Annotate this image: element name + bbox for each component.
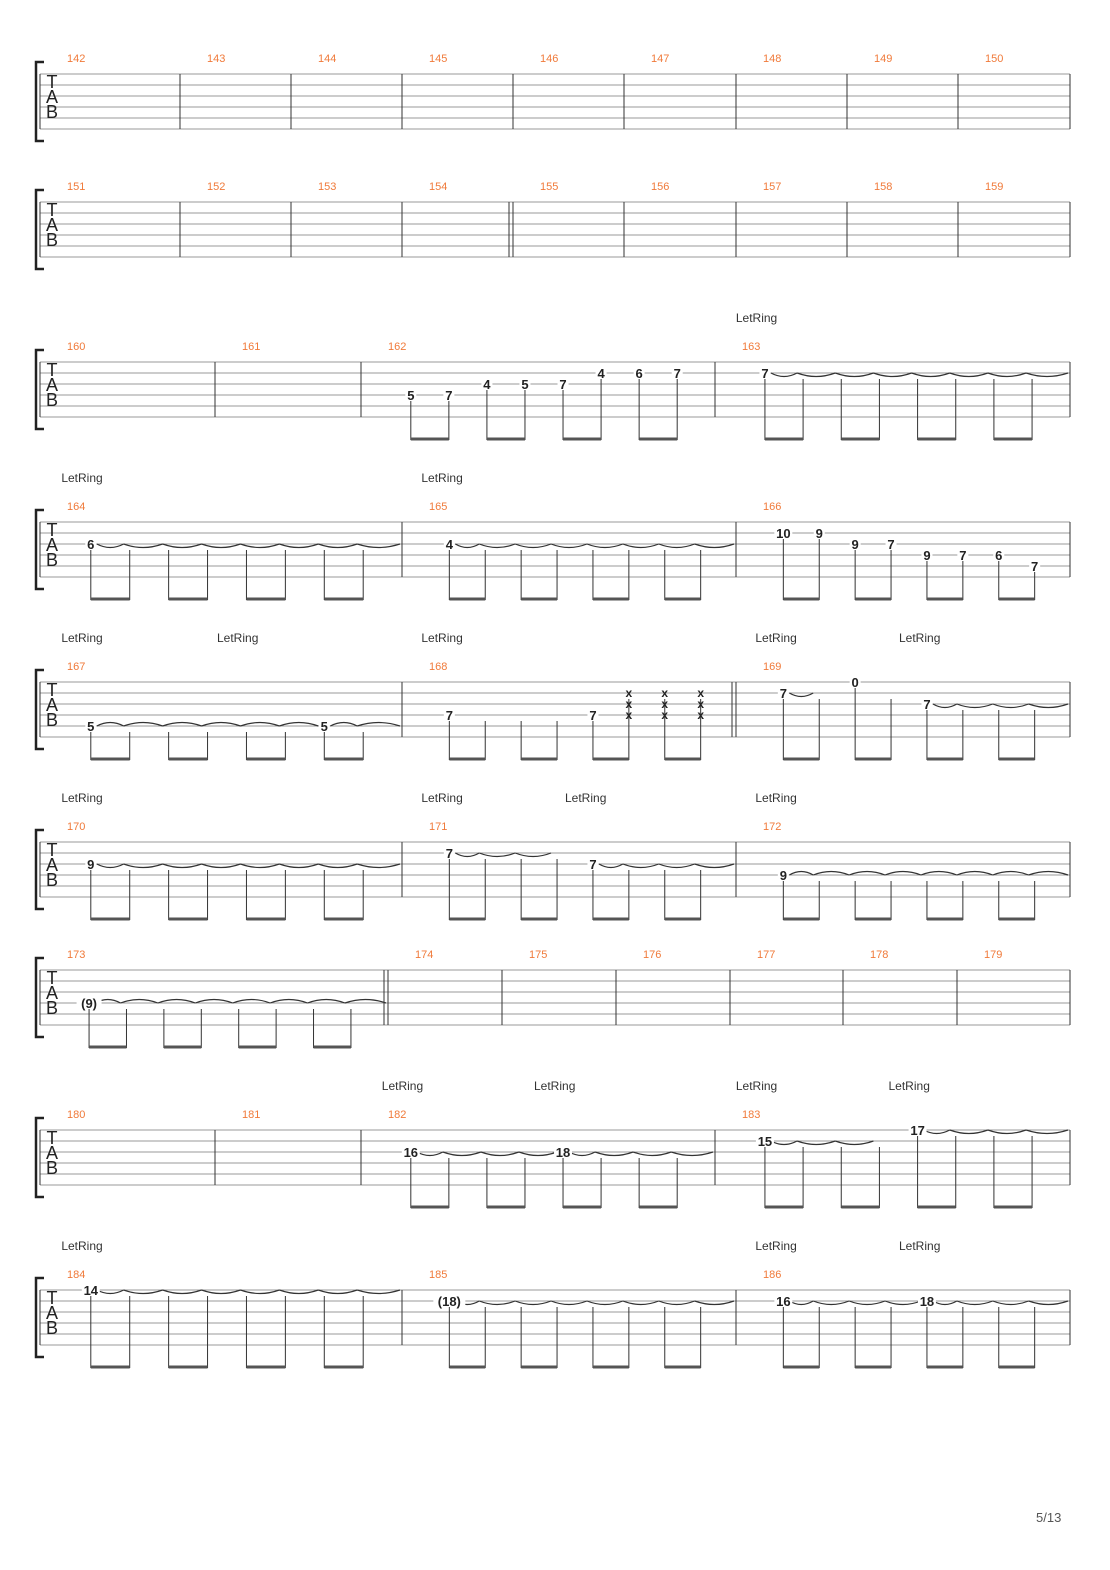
- fret-number: 6: [87, 537, 95, 552]
- tab-clef-letter: T: [46, 1288, 58, 1308]
- tab-clef-letter: B: [45, 998, 59, 1018]
- tie-arc: [318, 1290, 357, 1294]
- tie-arc: [921, 872, 957, 876]
- measure-number: 175: [529, 949, 548, 961]
- tab-system: [36, 181, 1070, 269]
- measure-number: 159: [985, 181, 1004, 193]
- tie-arc: [789, 1301, 813, 1305]
- tie-arc: [417, 1152, 443, 1156]
- letring-label: LetRing: [61, 1239, 103, 1253]
- dead-note: x: [697, 708, 705, 722]
- tab-clef-letter: B: [45, 870, 59, 890]
- measure-number: 169: [763, 661, 782, 673]
- tie-arc: [240, 864, 279, 868]
- fret-number: 4: [445, 537, 453, 552]
- tie-arc: [481, 1152, 519, 1156]
- tie-arc: [202, 864, 241, 868]
- tie-arc: [957, 1301, 993, 1305]
- letring-label: LetRing: [735, 311, 778, 325]
- fret-number: 7: [761, 366, 769, 381]
- tie-arc: [587, 544, 623, 548]
- fret-number: 0: [851, 675, 859, 690]
- tie-arc: [163, 864, 202, 868]
- tab-clef-letter: A: [45, 1303, 59, 1323]
- tab-clef-letter: A: [45, 535, 59, 555]
- tie-arc: [551, 1301, 587, 1305]
- tie-arc: [279, 723, 318, 727]
- tie-arc: [797, 373, 835, 377]
- fret-number: 4: [483, 377, 491, 392]
- fret-number: 4: [597, 366, 605, 381]
- tie-arc: [308, 1000, 345, 1004]
- tie-arc: [813, 872, 849, 876]
- fret-number: 9: [851, 537, 859, 552]
- tie-arc: [835, 373, 873, 377]
- fret-number: 5: [521, 377, 529, 392]
- tie-arc: [97, 544, 124, 548]
- letring-label: LetRing: [217, 631, 259, 645]
- tie-arc: [849, 1301, 885, 1305]
- fret-number: 7: [779, 686, 787, 701]
- measure-number: 180: [67, 1109, 86, 1121]
- measure-number: 179: [984, 949, 1003, 961]
- fret-number: 17: [910, 1123, 925, 1138]
- letring-label: LetRing: [755, 791, 797, 805]
- tie-arc: [345, 1000, 386, 1004]
- fret-number: 16: [776, 1294, 791, 1309]
- measure-number: 172: [763, 821, 782, 833]
- tab-clef-letter: T: [46, 360, 58, 380]
- measure-number: 167: [67, 661, 86, 673]
- measure-number: 177: [757, 949, 776, 961]
- measure-number: 157: [763, 181, 782, 193]
- tie-arc: [849, 872, 885, 876]
- letring-label: LetRing: [755, 631, 797, 645]
- letring-label: LetRing: [888, 1079, 930, 1093]
- tie-arc: [623, 864, 659, 868]
- measure-number: 170: [67, 821, 86, 833]
- tie-arc: [695, 544, 734, 548]
- fret-number: 7: [959, 548, 967, 563]
- tie-arc: [988, 1130, 1026, 1134]
- dead-note: x: [625, 686, 633, 700]
- fret-number: 7: [559, 377, 567, 392]
- tie-arc: [479, 1301, 515, 1305]
- measure-number: 158: [874, 181, 893, 193]
- tie-arc: [1029, 872, 1068, 876]
- tie-arc: [357, 544, 400, 548]
- tie-arc: [124, 1290, 163, 1294]
- tie-arc: [957, 704, 993, 708]
- fret-number: 7: [923, 697, 931, 712]
- measure-number: 178: [870, 949, 889, 961]
- measure-number: 166: [763, 501, 782, 513]
- tie-arc: [1026, 373, 1068, 377]
- measure-number: 154: [429, 181, 448, 193]
- tab-clef-letter: B: [45, 230, 59, 250]
- tab-clef-letter: B: [45, 710, 59, 730]
- fret-number: 9: [87, 857, 95, 872]
- tab-clef-letter: A: [45, 1143, 59, 1163]
- tie-arc: [124, 723, 163, 727]
- tie-arc: [1026, 1130, 1068, 1134]
- tie-arc: [993, 1301, 1029, 1305]
- tab-system: [36, 311, 1070, 440]
- measure-number: 156: [651, 181, 670, 193]
- tie-arc: [515, 544, 551, 548]
- tab-system: [36, 1079, 1070, 1208]
- letring-label: LetRing: [565, 791, 607, 805]
- tie-arc: [240, 723, 279, 727]
- letring-label: LetRing: [421, 471, 463, 485]
- tie-arc: [551, 544, 587, 548]
- dead-note: x: [625, 708, 633, 722]
- fret-number: 7: [589, 857, 597, 872]
- measure-number: 144: [318, 53, 337, 65]
- tie-arc: [202, 1290, 241, 1294]
- tie-arc: [202, 544, 241, 548]
- measure-number: 186: [763, 1269, 782, 1281]
- tab-clef-letter: T: [46, 680, 58, 700]
- fret-number: 7: [887, 537, 895, 552]
- tab-clef-letter: A: [45, 215, 59, 235]
- tab-system: [36, 53, 1070, 141]
- tab-clef-letter: T: [46, 840, 58, 860]
- tie-arc: [988, 373, 1026, 377]
- tie-arc: [330, 723, 357, 727]
- tie-arc: [671, 1152, 713, 1156]
- tie-arc: [885, 872, 921, 876]
- measure-number: 149: [874, 53, 893, 65]
- tie-arc: [623, 544, 659, 548]
- tie-arc: [1029, 704, 1068, 708]
- tie-arc: [659, 1301, 695, 1305]
- tie-arc: [771, 1141, 797, 1145]
- fret-number: 9: [815, 526, 823, 541]
- measure-number: 162: [388, 341, 407, 353]
- tie-arc: [97, 723, 124, 727]
- tie-arc: [873, 373, 911, 377]
- tie-arc: [163, 723, 202, 727]
- tie-arc: [479, 544, 515, 548]
- tie-arc: [357, 723, 400, 727]
- measure-number: 185: [429, 1269, 448, 1281]
- fret-number: 6: [995, 548, 1003, 563]
- tie-arc: [569, 1152, 595, 1156]
- fret-number: 18: [555, 1145, 571, 1160]
- measure-number: 173: [67, 949, 86, 961]
- letring-label: LetRing: [421, 791, 463, 805]
- tab-system: [36, 1239, 1070, 1368]
- dead-note: x: [697, 697, 705, 711]
- letring-label: LetRing: [899, 631, 941, 645]
- tab-clef-letter: A: [45, 983, 59, 1003]
- tie-arc: [515, 1301, 551, 1305]
- tie-arc: [318, 864, 357, 868]
- tie-arc: [479, 853, 515, 857]
- tie-arc: [950, 373, 988, 377]
- tie-arc: [595, 1152, 633, 1156]
- letring-label: LetRing: [381, 1079, 424, 1093]
- tie-arc: [933, 1301, 957, 1305]
- dead-note: x: [661, 708, 669, 722]
- fret-number: 9: [923, 548, 931, 563]
- tie-arc: [195, 1000, 232, 1004]
- tie-arc: [957, 872, 993, 876]
- tie-arc: [659, 544, 695, 548]
- measure-number: 161: [242, 341, 261, 353]
- tie-arc: [695, 1301, 734, 1305]
- tie-arc: [659, 864, 695, 868]
- tie-arc: [163, 1290, 202, 1294]
- letring-label: LetRing: [61, 471, 103, 485]
- letring-label: LetRing: [899, 1239, 941, 1253]
- fret-number: 16: [403, 1145, 419, 1160]
- tie-arc: [443, 1152, 481, 1156]
- tie-arc: [1029, 1301, 1068, 1305]
- tie-arc: [124, 544, 163, 548]
- measure-number: 152: [207, 181, 226, 193]
- fret-number: 5: [407, 388, 415, 403]
- measure-number: 182: [388, 1109, 407, 1121]
- tie-arc: [993, 872, 1029, 876]
- letring-label: LetRing: [61, 631, 103, 645]
- tie-arc: [599, 864, 623, 868]
- measure-number: 174: [415, 949, 434, 961]
- tie-arc: [455, 544, 479, 548]
- fret-number: 7: [673, 366, 681, 381]
- fret-number: 14: [83, 1283, 99, 1298]
- tie-arc: [587, 1301, 623, 1305]
- tie-arc: [124, 864, 163, 868]
- measure-number: 153: [318, 181, 337, 193]
- measure-number: 148: [763, 53, 782, 65]
- fret-number: 7: [1031, 559, 1039, 574]
- measure-number: 160: [67, 341, 86, 353]
- tab-system: [36, 791, 1070, 920]
- tab-clef-letter: T: [46, 968, 58, 988]
- tie-arc: [163, 544, 202, 548]
- tab-system: [36, 471, 1070, 600]
- tie-arc: [279, 864, 318, 868]
- measure-number: 184: [67, 1269, 86, 1281]
- measure-number: 146: [540, 53, 559, 65]
- tie-arc: [202, 723, 241, 727]
- tie-arc: [623, 1301, 659, 1305]
- measure-number: 151: [67, 181, 86, 193]
- measure-number: 183: [742, 1109, 761, 1121]
- tie-arc: [789, 693, 813, 697]
- tab-clef-letter: A: [45, 375, 59, 395]
- measure-number: 168: [429, 661, 448, 673]
- tie-arc: [97, 1290, 124, 1294]
- measure-number: 142: [67, 53, 86, 65]
- tab-clef-letter: B: [45, 102, 59, 122]
- tab-system: [36, 631, 1070, 760]
- tie-arc: [357, 1290, 400, 1294]
- tie-arc: [789, 872, 813, 876]
- measure-number: 165: [429, 501, 448, 513]
- fret-number: 7: [445, 846, 453, 861]
- tie-arc: [813, 1301, 849, 1305]
- letring-label: LetRing: [735, 1079, 778, 1093]
- tab-clef-letter: T: [46, 72, 58, 92]
- tab-clef-letter: B: [45, 1318, 59, 1338]
- tab-clef-letter: A: [45, 855, 59, 875]
- fret-number: 9: [779, 868, 787, 883]
- tab-system: [36, 949, 1070, 1048]
- tie-arc: [240, 544, 279, 548]
- letring-label: LetRing: [421, 631, 463, 645]
- tie-arc: [270, 1000, 307, 1004]
- tie-arc: [357, 864, 400, 868]
- tie-arc: [924, 1130, 950, 1134]
- tab-clef-letter: B: [45, 390, 59, 410]
- fret-number: 5: [320, 719, 328, 734]
- dead-note: x: [661, 697, 669, 711]
- measure-number: 176: [643, 949, 662, 961]
- tie-arc: [279, 1290, 318, 1294]
- page-number: 5/13: [1036, 1510, 1062, 1525]
- tie-arc: [933, 704, 957, 708]
- fret-number: 18: [919, 1294, 935, 1309]
- tie-arc: [519, 1152, 557, 1156]
- dead-note: x: [697, 686, 705, 700]
- tie-arc: [120, 1000, 157, 1004]
- tie-arc: [835, 1141, 873, 1145]
- tie-arc: [279, 544, 318, 548]
- tie-arc: [318, 544, 357, 548]
- tie-arc: [240, 1290, 279, 1294]
- measure-number: 150: [985, 53, 1004, 65]
- tie-arc: [158, 1000, 195, 1004]
- measure-number: 163: [742, 341, 761, 353]
- tab-clef-letter: T: [46, 200, 58, 220]
- fret-number: 7: [445, 708, 453, 723]
- measure-number: 164: [67, 501, 86, 513]
- tie-arc: [912, 373, 950, 377]
- tie-arc: [771, 373, 797, 377]
- measure-number: 147: [651, 53, 670, 65]
- letring-label: LetRing: [61, 791, 103, 805]
- letring-label: LetRing: [534, 1079, 576, 1093]
- fret-number: 7: [445, 388, 453, 403]
- measure-number: 143: [207, 53, 226, 65]
- tie-arc: [695, 864, 734, 868]
- measure-number: 155: [540, 181, 559, 193]
- tab-clef-letter: T: [46, 1128, 58, 1148]
- tie-arc: [885, 1301, 921, 1305]
- measure-number: 181: [242, 1109, 261, 1121]
- tie-arc: [993, 704, 1029, 708]
- tie-arc: [233, 1000, 270, 1004]
- fret-number: (18): [437, 1294, 461, 1309]
- tab-clef-letter: B: [45, 1158, 59, 1178]
- tie-arc: [515, 853, 551, 857]
- fret-number: (9): [81, 996, 98, 1011]
- fret-number: 5: [87, 719, 95, 734]
- dead-note: x: [661, 686, 669, 700]
- tie-arc: [797, 1141, 835, 1145]
- tab-clef-letter: A: [45, 87, 59, 107]
- fret-number: 6: [635, 366, 643, 381]
- tie-arc: [455, 853, 479, 857]
- fret-number: 7: [589, 708, 597, 723]
- tie-arc: [633, 1152, 671, 1156]
- tab-clef-letter: T: [46, 520, 58, 540]
- measure-number: 145: [429, 53, 448, 65]
- letring-label: LetRing: [755, 1239, 797, 1253]
- tab-clef-letter: B: [45, 550, 59, 570]
- tie-arc: [97, 864, 124, 868]
- tie-arc: [950, 1130, 988, 1134]
- measure-number: 171: [429, 821, 448, 833]
- tab-clef-letter: A: [45, 695, 59, 715]
- fret-number: 15: [757, 1134, 773, 1149]
- dead-note: x: [625, 697, 633, 711]
- fret-number: 10: [776, 526, 791, 541]
